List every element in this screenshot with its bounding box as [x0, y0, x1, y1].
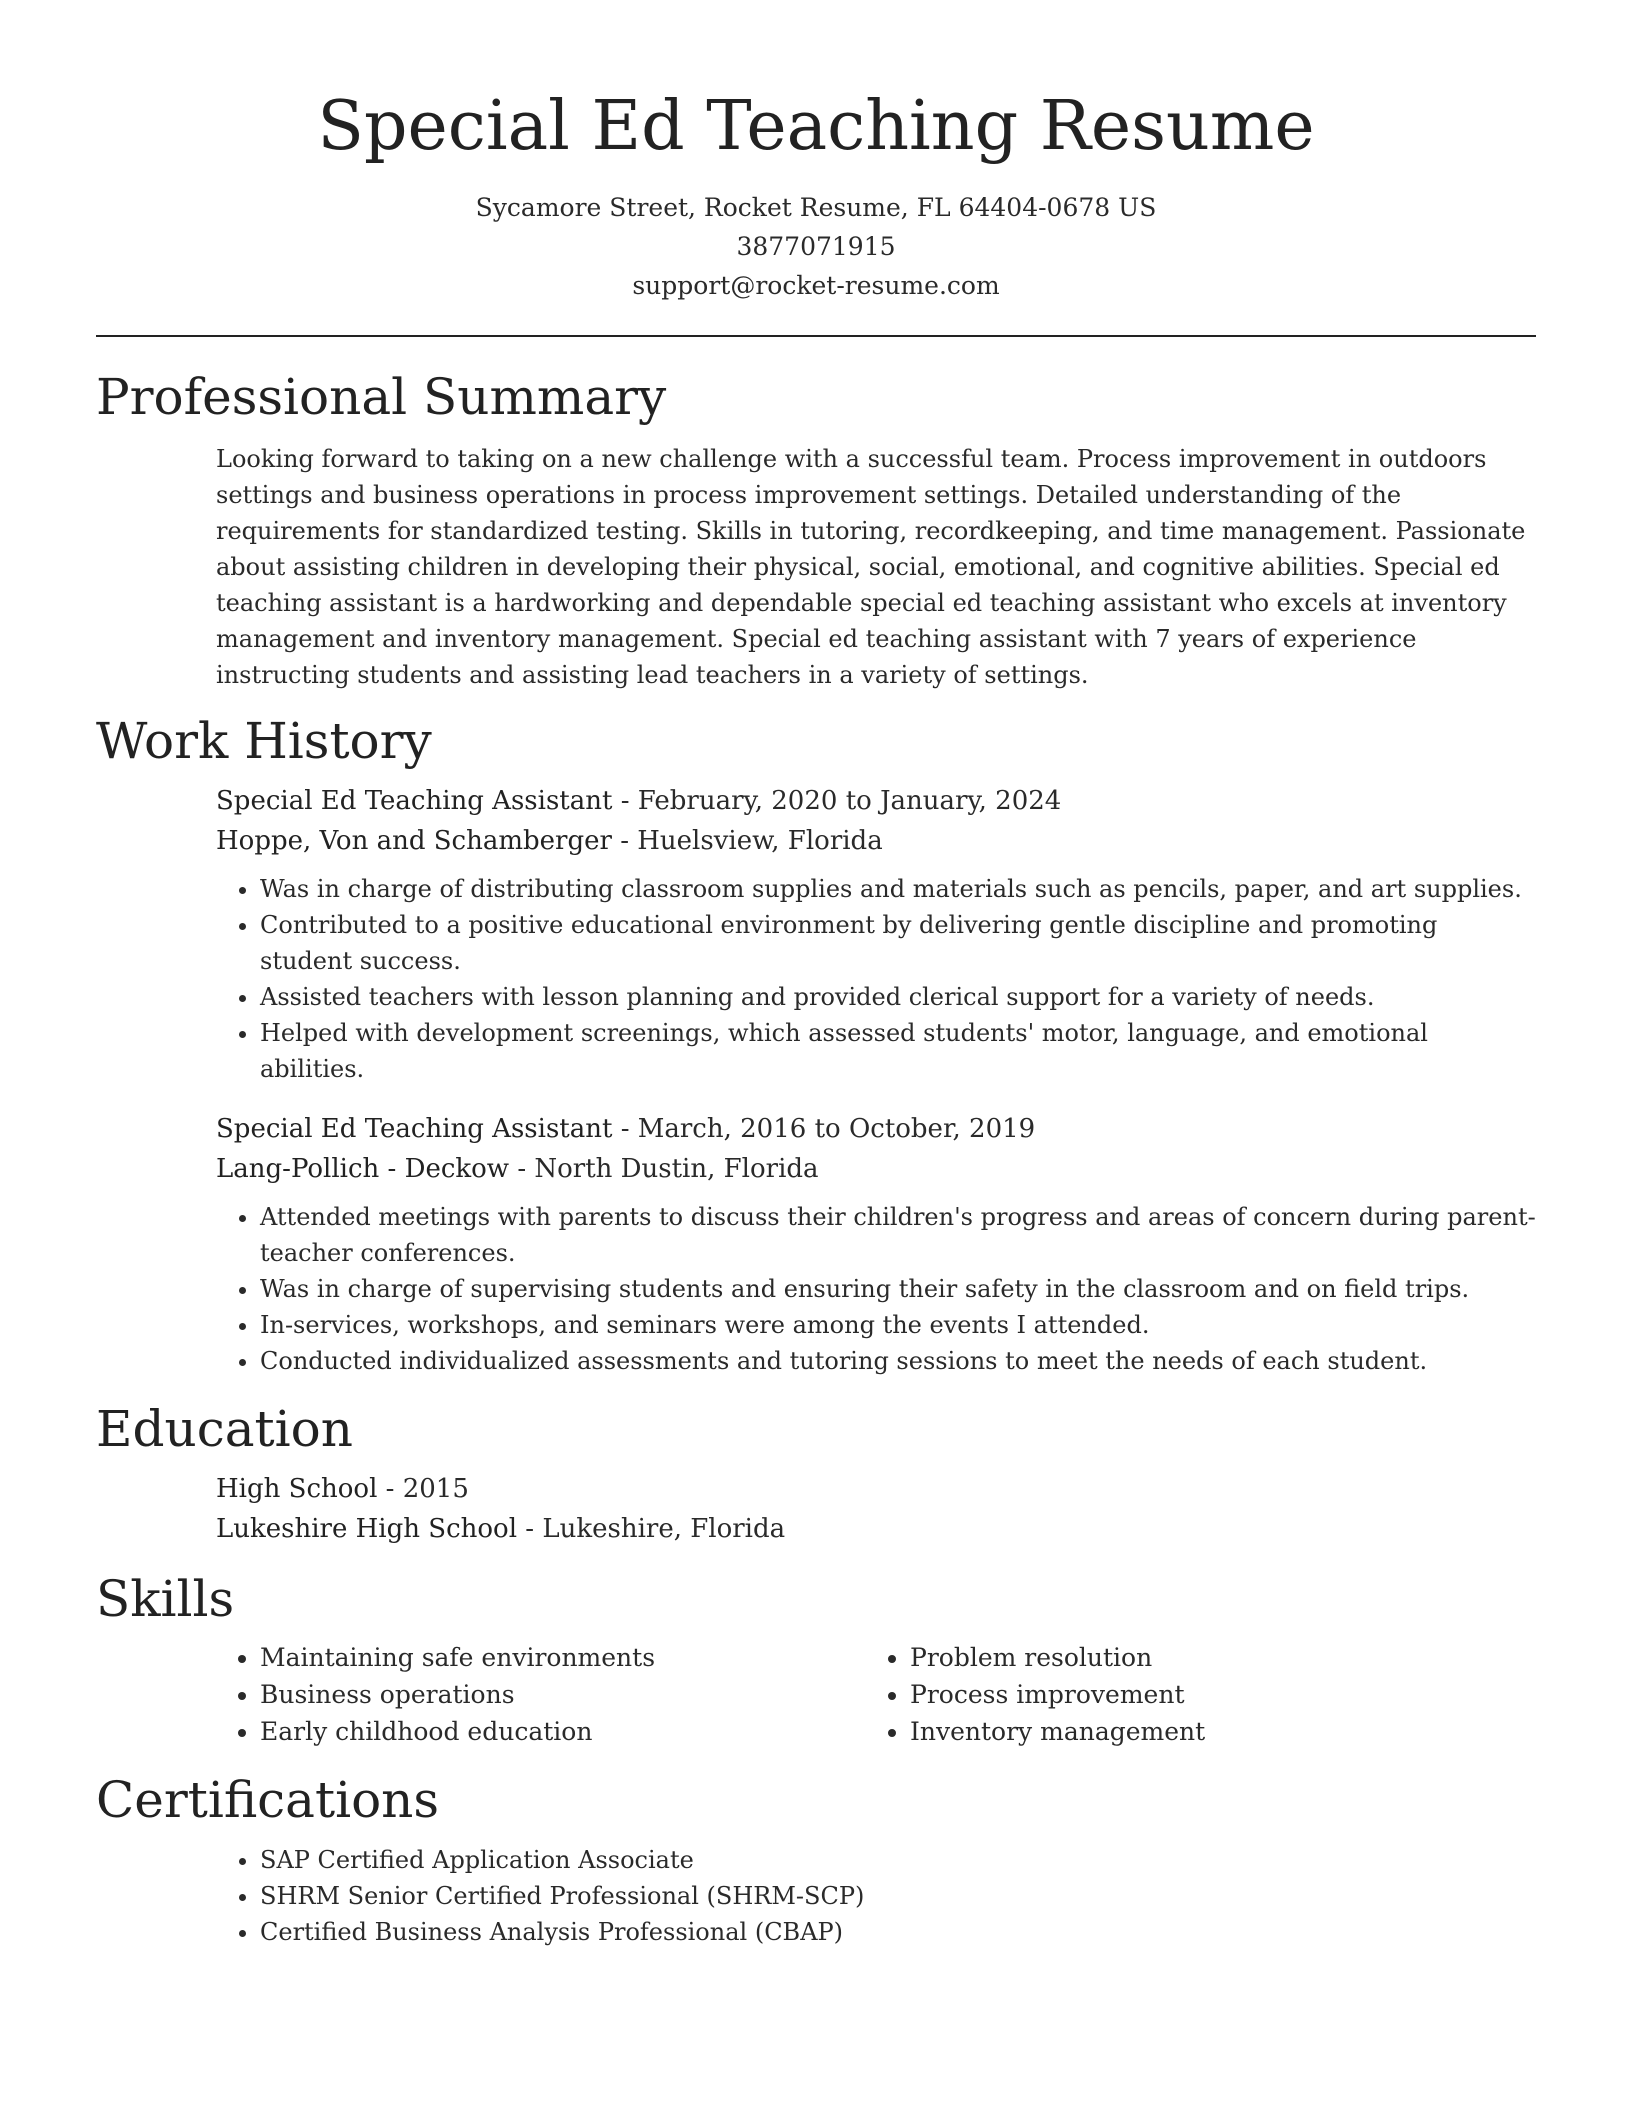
job-company-line	[216, 1149, 1536, 1189]
skills-list-right	[866, 1639, 1516, 1750]
work-history-body	[216, 781, 1536, 1379]
job-company-line	[216, 821, 1536, 861]
skills-section	[96, 1567, 1536, 1750]
job-title-line	[216, 781, 1536, 821]
summary-body	[216, 441, 1536, 693]
summary-section	[96, 365, 1536, 693]
education-body	[216, 1469, 1536, 1549]
certifications-body	[216, 1842, 1536, 1950]
job-dates: - February, 2020 to January, 2024	[612, 786, 1062, 816]
contact-email: support@rocket-resume.com	[632, 271, 1000, 300]
summary-heading: Professional Summary	[96, 368, 667, 426]
job-title: Special Ed Teaching Assistant	[216, 786, 613, 816]
certifications-list	[216, 1842, 1536, 1950]
certifications-section	[96, 1768, 1536, 1950]
list-item: • Helped with development screenings, which assessed students' motor, language, and emotional abilities.	[260, 1015, 1536, 1087]
job-dates: - March, 2016 to October, 2019	[612, 1114, 1036, 1144]
job-company: Hoppe, Von and Schamberger	[216, 826, 612, 856]
job-entry	[216, 781, 1536, 1087]
summary-text: Looking forward to taking on a new challenge with a successful team. Process improvement in outdoors settings and business operations in process improvement settings. Detailed understanding of the requirements for standardized testing. Skills in tutoring, recordkeeping, and time management. Passionate about assisting children in developing their physical, social, emotional, and cognitive abilities. Special ed teaching assistant is a hardworking and dependable special ed teaching assistant who excels at inventory management and inventory management. Special ed teaching assistant with 7 years of experience instructing students and assisting lead teachers in a variety of settings.	[216, 445, 1526, 689]
list-item: • Inventory management	[910, 1713, 1516, 1750]
resume-title: Special Ed Teaching Resume	[317, 87, 1315, 166]
list-item: • Problem resolution	[910, 1639, 1516, 1676]
resume-header	[96, 0, 1536, 305]
education-school: Lukeshire High School	[216, 1514, 518, 1544]
contact-address: Sycamore Street, Rocket Resume, FL 64404-0678 US	[475, 193, 1157, 222]
list-item: • Maintaining safe environments	[260, 1639, 866, 1676]
education-location: - Lukeshire, Florida	[517, 1514, 786, 1544]
education-section	[96, 1397, 1536, 1549]
contact-phone: 3877071915	[736, 232, 896, 261]
education-degree-line	[216, 1469, 1536, 1509]
certifications-heading: Certifications	[96, 1771, 440, 1829]
contact-block	[96, 188, 1536, 305]
list-item: • SAP Certified Application Associate	[260, 1842, 1536, 1878]
list-item: • Was in charge of supervising students and ensuring their safety in the classroom and on field trips.	[260, 1271, 1536, 1307]
skills-heading: Skills	[96, 1570, 235, 1628]
work-history-section	[96, 709, 1536, 1379]
skills-grid	[216, 1639, 1536, 1750]
job-duties-list	[216, 871, 1536, 1087]
list-item: • Conducted individualized assessments and tutoring sessions to meet the needs of each student.	[260, 1343, 1536, 1379]
job-location: - Huelsview, Florida	[611, 826, 883, 856]
education-year: - 2015	[377, 1474, 469, 1504]
job-entry	[216, 1109, 1536, 1379]
job-company: Lang-Pollich - Deckow	[216, 1154, 510, 1184]
job-title: Special Ed Teaching Assistant	[216, 1114, 613, 1144]
education-degree: High School	[216, 1474, 378, 1504]
list-item: • Assisted teachers with lesson planning and provided clerical support for a variety of needs.	[260, 979, 1536, 1015]
list-item: • Was in charge of distributing classroom supplies and materials such as pencils, paper, and art supplies.	[260, 871, 1536, 907]
job-location: - North Dustin, Florida	[509, 1154, 819, 1184]
list-item: • Process improvement	[910, 1676, 1516, 1713]
list-item: • Contributed to a positive educational environment by delivering gentle discipline and promoting student success.	[260, 907, 1536, 979]
list-item: • Attended meetings with parents to discuss their children's progress and areas of concern during parent-teacher conferences.	[260, 1199, 1536, 1271]
list-item: • Business operations	[260, 1676, 866, 1713]
skills-list-left	[216, 1639, 866, 1750]
header-divider	[96, 335, 1536, 337]
list-item: • SHRM Senior Certified Professional (SHRM-SCP)	[260, 1878, 1536, 1914]
education-heading: Education	[96, 1400, 353, 1458]
job-duties-list	[216, 1199, 1536, 1379]
list-item: • Certified Business Analysis Professional (CBAP)	[260, 1914, 1536, 1950]
job-title-line	[216, 1109, 1536, 1149]
education-school-line	[216, 1509, 1536, 1549]
list-item: • Early childhood education	[260, 1713, 866, 1750]
work-history-heading: Work History	[96, 712, 432, 770]
list-item: • In-services, workshops, and seminars were among the events I attended.	[260, 1307, 1536, 1343]
